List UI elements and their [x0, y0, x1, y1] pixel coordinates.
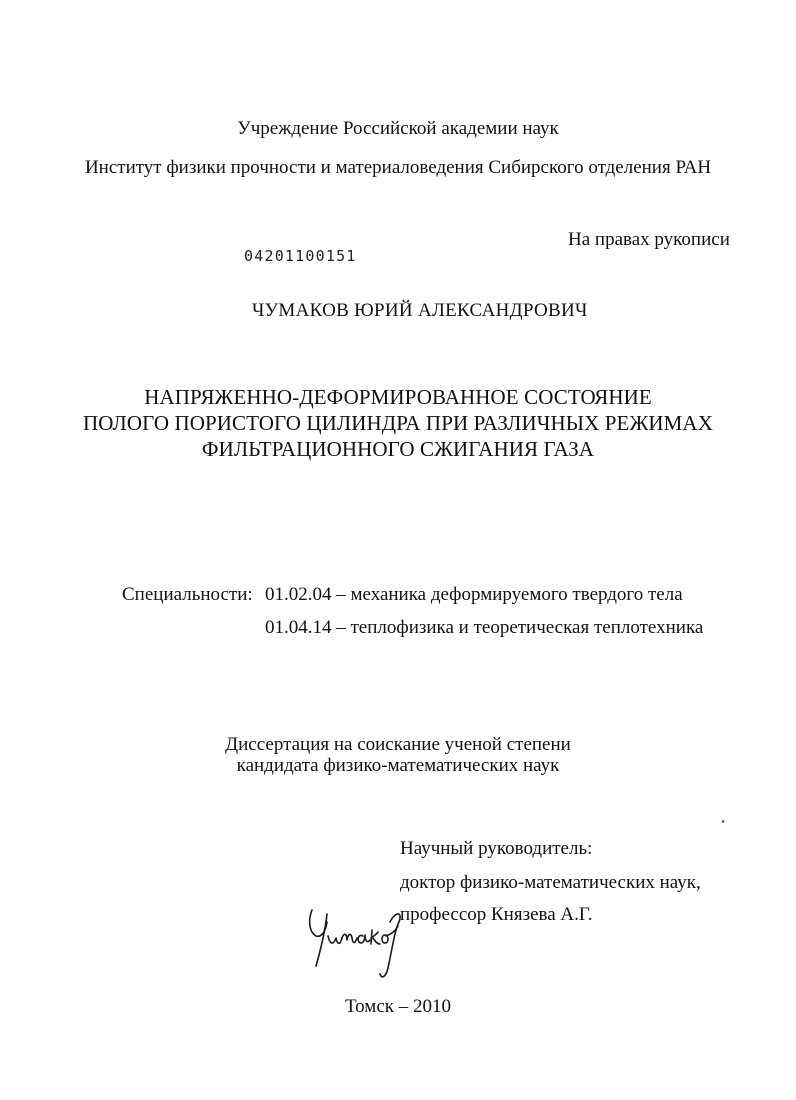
title-line-1: НАПРЯЖЕННО-ДЕФОРМИРОВАННОЕ СОСТОЯНИЕ [144, 385, 652, 409]
specialty-item: 01.02.04 – механика деформируемого твердого тела [265, 584, 683, 605]
footer-city-year: Томск – 2010 [344, 996, 451, 1017]
rights-note: На правах рукописи [568, 229, 730, 250]
dissertation-title [0, 384, 796, 462]
degree-line-1: Диссертация на соискание ученой степени [225, 734, 571, 755]
degree-line-2: кандидата физико-математических наук [236, 755, 560, 776]
supervisor-name: профессор Князева А.Г. [400, 904, 593, 925]
registry-code: 04201100151 [244, 247, 357, 265]
scan-speck [721, 820, 724, 824]
specialty-item: 01.04.14 – теплофизика и теоретическая теплотехника [265, 617, 704, 638]
specialties-label: Специальности: [122, 584, 253, 605]
handwritten-signature [300, 900, 405, 985]
org-line-1: Учреждение Российской академии наук [237, 118, 559, 139]
supervisor-label: Научный руководитель: [400, 838, 593, 859]
supervisor-degree: доктор физико-математических наук, [400, 872, 701, 893]
title-line-3: ФИЛЬТРАЦИОННОГО СЖИГАНИЯ ГАЗА [201, 437, 595, 461]
org-line-2: Институт физики прочности и материаловедения Сибирского отделения РАН [84, 157, 712, 178]
title-line-2: ПОЛОГО ПОРИСТОГО ЦИЛИНДРА ПРИ РАЗЛИЧНЫХ РЕЖИМАХ [83, 411, 713, 435]
author-name: ЧУМАКОВ ЮРИЙ АЛЕКСАНДРОВИЧ [252, 300, 588, 321]
